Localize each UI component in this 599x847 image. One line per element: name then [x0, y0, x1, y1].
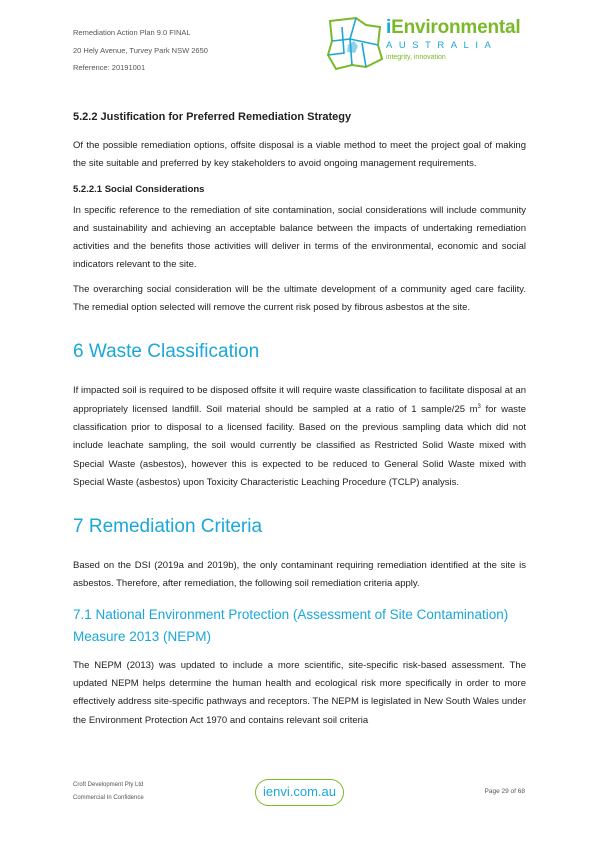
paragraph-nepm: The NEPM (2013) was updated to include a more scientific, site-specific risk-based assessment. The updated NEPM helps determine the human health and ecological risk more specifically in order to more effectively address site-specific pathways and receptors. The NEPM is legislated in New South Wales under the Environment Protection Act 1970 and contains relevant soil criteria: [73, 659, 526, 726]
logo-country: AUSTRALIA: [386, 40, 498, 51]
paragraph-criteria: Based on the DSI (2019a and 2019b), the only contaminant requiring remediation identified at the site is asbestos. Therefore, after remediation, the following soil remediation criteria apply.: [73, 560, 526, 590]
logo-name-rest: Environmental: [391, 17, 521, 38]
heading-7-1: 7.1 National Environment Protection (Assessment of Site Contamination) Measure 2013 (NEPM): [73, 606, 509, 644]
document-title: Remediation Action Plan 9.0 FINAL: [73, 28, 191, 37]
document-reference: Reference: 20191001: [73, 63, 146, 72]
page-body: [73, 110, 526, 736]
paragraph-waste-part1: If impacted soil is required to be disposed offsite it will require waste classification to facilitate disposal at an appropriately licensed landfill. Soil material should be sampled at a ratio of 1 sample/25 m: [73, 385, 526, 415]
footer-company: Croft Development Pty Ltd: [73, 782, 144, 788]
page-header: [73, 24, 208, 77]
logo-name-i: i: [386, 17, 392, 38]
heading-5-2-2: 5.2.2 Justification for Preferred Remediation Strategy: [73, 111, 352, 123]
heading-5-2-2-1: 5.2.2.1 Social Considerations: [73, 183, 205, 195]
paragraph-social-2: The overarching social consideration will be the ultimate development of a community aged care facility. The remedial option selected will remove the current risk posed by fibrous asbestos at the site.: [73, 283, 526, 314]
logo-tagline: integrity, innovation: [386, 54, 446, 61]
paragraph-waste-part2: for waste classification prior to disposal to a licensed facility. Based on the previous sampling data which did not include leachate sampling, the soil would currently be classified as Restricted Solid Waste mixed with Special Waste (asbestos), however this is expected to be reduced to General Solid Waste mixed with Special Waste (asbestos) upon Toxicity Characteristic Leaching Procedure (TCLP) analysis.: [73, 403, 526, 488]
company-logo: [386, 18, 520, 63]
website-link[interactable]: ienvi.com.au: [255, 779, 344, 806]
paragraph-5-2-2: Of the possible remediation options, offsite disposal is a viable method to meet the project goal of making the site suitable and preferred by key stakeholders to avoid ongoing management requirements.: [73, 140, 526, 170]
cubic-superscript: 3: [477, 403, 481, 410]
paragraph-social-1: In specific reference to the remediation of site contamination, social considerations will include community and sustainability and achieving an acceptable balance between the impacts of undertaking remediation activities and the benefits those activities will deliver in terms of the environmental, economic and social indicators relevant to the site.: [73, 204, 526, 271]
page-number: Page 29 of 68: [484, 788, 525, 795]
paragraph-waste: [73, 382, 526, 492]
heading-7: 7 Remediation Criteria: [73, 516, 263, 538]
heading-6: 6 Waste Classification: [73, 341, 260, 363]
map-logo-icon: [322, 15, 384, 71]
page-footer: [73, 779, 144, 805]
footer-confidential: Commercial In Confidence: [73, 795, 144, 801]
site-address: 20 Hely Avenue, Turvey Park NSW 2650: [73, 45, 208, 55]
